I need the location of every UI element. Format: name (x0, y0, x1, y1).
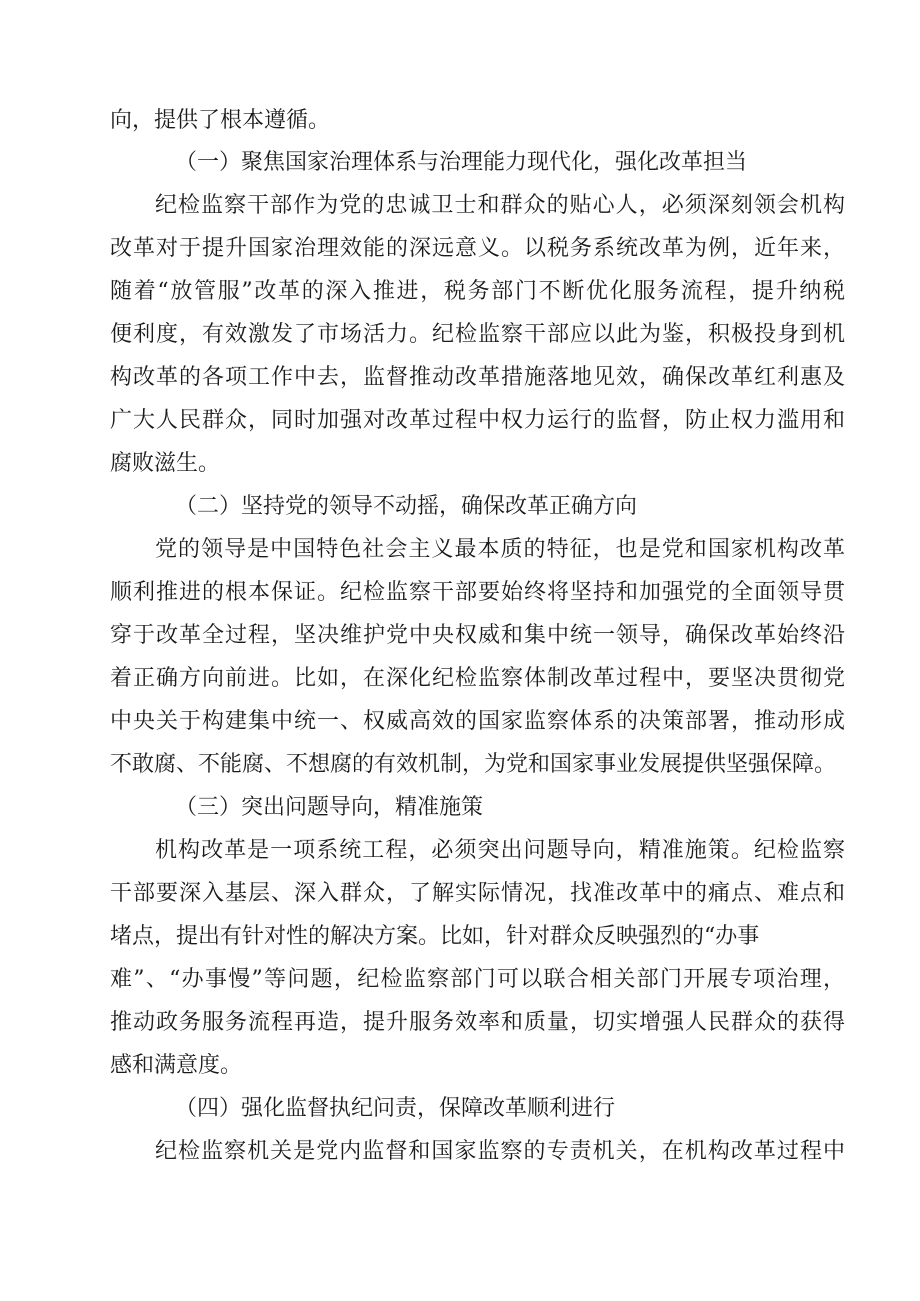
paragraph-line: 干部要深入基层、深入群众，了解实际情况，找准改革中的痛点、难点和 (110, 881, 845, 906)
paragraph-line: 着正确方向前进。比如，在深化纪检监察体制改革过程中，要坚决贯彻党 (110, 666, 845, 691)
paragraph-line: 机构改革是一项系统工程，必须突出问题导向，精准施策。纪检监察 (155, 838, 845, 863)
paragraph-line: 党的领导是中国特色社会主义最本质的特征，也是党和国家机构改革 (155, 537, 845, 562)
paragraph-line: 难”、“办事慢”等问题，纪检监察部门可以联合相关部门开展专项治理， (110, 967, 845, 992)
paragraph-line: 感和满意度。 (110, 1053, 243, 1078)
paragraph-line: 中央关于构建集中统一、权威高效的国家监察体系的决策部署，推动形成 (110, 709, 845, 734)
section-heading-1: （一）聚焦国家治理体系与治理能力现代化，强化改革担当 (175, 150, 748, 175)
paragraph-line: 穿于改革全过程，坚决维护党中央权威和集中统一领导，确保改革始终沿 (110, 623, 845, 648)
paragraph-line: 纪检监察干部作为党的忠诚卫士和群众的贴心人，必须深刻领会机构 (155, 193, 845, 218)
section-heading-3: （三）突出问题导向，精准施策 (175, 795, 484, 820)
paragraph-line: 构改革的各项工作中去，监督推动改革措施落地见效，确保改革红利惠及 (110, 365, 845, 390)
paragraph-line: 堵点，提出有针对性的解决方案。比如，针对群众反映强烈的“办事 (110, 924, 760, 949)
paragraph-line: 随着“放管服”改革的深入推进，税务部门不断优化服务流程，提升纳税 (110, 279, 845, 304)
paragraph-line: 不敢腐、不能腐、不想腐的有效机制，为党和国家事业发展提供坚强保障。 (110, 752, 837, 777)
paragraph-line: 纪检监察机关是党内监督和国家监察的专责机关，在机构改革过程中 (155, 1139, 845, 1164)
paragraph-line: 改革对于提升国家治理效能的深远意义。以税务系统改革为例，近年来， (110, 236, 845, 261)
section-heading-4: （四）强化监督执纪问责，保障改革顺利进行 (175, 1096, 616, 1121)
paragraph-line: 顺利推进的根本保证。纪检监察干部要始终将坚持和加强党的全面领导贯 (110, 580, 845, 605)
paragraph-line: 向，提供了根本遵循。 (110, 108, 331, 133)
paragraph-line: 便利度，有效激发了市场活力。纪检监察干部应以此为鉴，积极投身到机 (110, 322, 845, 347)
paragraph-line: 腐败滋生。 (110, 451, 221, 476)
section-heading-2: （二）坚持党的领导不动摇，确保改革正确方向 (175, 494, 638, 519)
paragraph-line: 推动政务服务流程再造，提升服务效率和质量，切实增强人民群众的获得 (110, 1010, 845, 1035)
paragraph-line: 广大人民群众，同时加强对改革过程中权力运行的监督，防止权力滥用和 (110, 408, 845, 433)
